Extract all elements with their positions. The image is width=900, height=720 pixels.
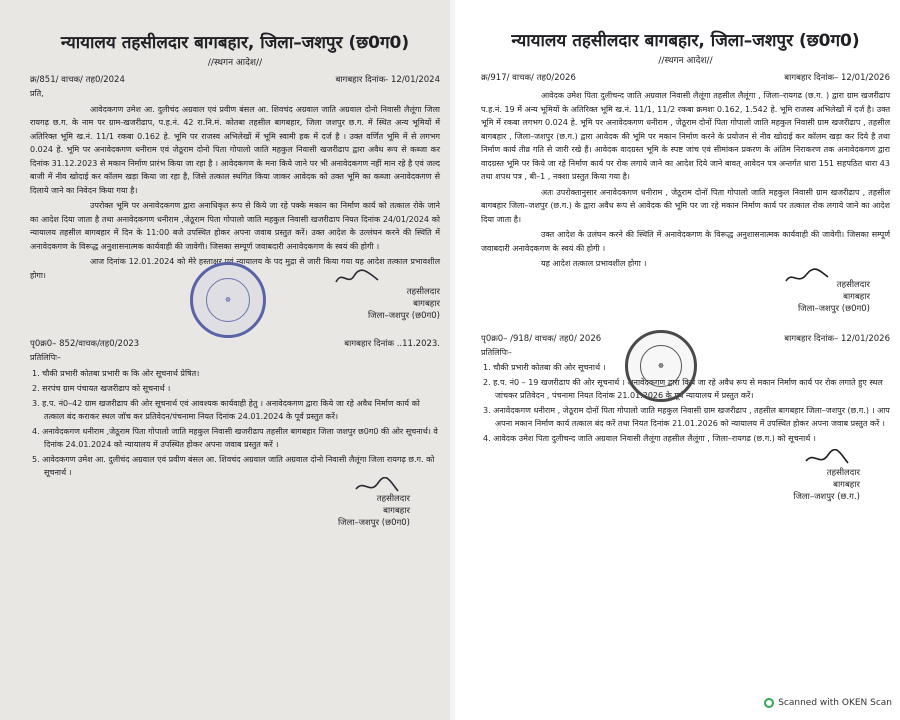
list-item: 1. चौकी प्रभारी कोतबा प्रभारी क कि ओर सूचनार्थ प्रेषित। (32, 368, 200, 378)
copy-date: बागबहार दिनांक– 12/01/2026 (784, 333, 890, 344)
signatory-designation: तहसीलदार (826, 468, 860, 478)
copy-heading: प्रतिलिपिः– (30, 353, 61, 362)
list-item: 5. आवेदकगण उमेश आ. दुलीचंद अग्रवाल एवं प्रवीण बंसल आ. शिवचंद अग्रवाल जाति अग्रवाल दोनो निवासी लैलूंगा जिला रायगढ़ छ.ग. को सूचनार्थ । (32, 454, 435, 477)
list-item: 3. अनावेदकगण धनीराम , जेठूराम दोनों पिता गोपालो जाति महकुल निवासी ग्राम खजरीढाप , तहसील बागबहार जिला–जशपुर (छ.ग.) । आप अपना मकान निर्माण कार्य तत्काल बंद करें तथा नियत दिनांक 21.01.2026 को न्यायालय में उपस्थित होकर अपना जवाब प्रस्तुत करें । (483, 406, 890, 428)
list-item: 2. ह.प. नं0 – 19 खजरीढाप की ओर सूचनार्थ । अनावेदकगण द्वारा किये जा रहे अवैध रूप से मकान निर्माण कार्य पर रोक लगाते हुए स्थल जांचकर प्रतिवेदन , पंचनामा नियत दिनांक 21.01.2026 के पूर्व न्यायालय में प्रस्तुत करें। (483, 378, 883, 400)
signature-icon (804, 449, 850, 469)
order-date: बागबहार दिनांक– 12/01/2026 (784, 73, 890, 83)
official-seal-stamp (190, 262, 266, 338)
paragraph-3: आज दिनांक 12.01.2024 को मेरे हस्ताक्षर एवं न्यायालय के पद मुद्रा से जारी किया गया यह आदेश तत्काल प्रभावशील होगा। (30, 257, 440, 280)
scanner-watermark (764, 698, 892, 708)
signatory-designation: तहसीलदार (406, 287, 440, 297)
signature-block-2 (481, 467, 890, 503)
paragraph-3: उक्त आदेश के उलंघन करने की स्थिति में अनावेदकगण के विरूद्ध अनुशासनात्मक कार्यवाही की जावेगी। जिसका सम्पूर्ण जवाबदारी अनावेदकगण के स्वयं की होगी । (481, 230, 890, 253)
signatory-district: जिला–जशपुर (छ0ग0) (797, 303, 870, 314)
list-item: 4. आवेदक उमेश पिता दुलीचन्द जाति अग्रवाल निवासी लैलूंगा तहसील लैलूंगा , जिला–रायगढ (छ.ग.) को सूचनार्थ । (483, 434, 816, 443)
emblem-icon: ☸ (206, 278, 250, 322)
signatory-office: बागबहार (833, 480, 860, 490)
paragraph-4: यह आदेश तत्काल प्रभावशील होगा । (541, 259, 647, 268)
signature-block-2 (30, 493, 440, 529)
order-date: बागबहार दिनांक- 12/01/2024 (335, 75, 440, 85)
list-item: 1. चौकी प्रभारी कोतबा की ओर सूचनार्थ । (483, 363, 606, 372)
signatory-district: जिला–जशपुर (छ0ग0) (367, 311, 440, 321)
list-item: 4. अनावेदकगण धनीराम ,जेठूराम पिता गोपालो जाति महकुल निवासी खजरीढाप तहसील बागबहार जिला जशपुर छ0ग0 की ओर सूचनार्थ। वे दिनांक 24.01.2024 को न्यायालय में उपस्थित होकर अपना जवाब प्रस्तुत करें । (32, 426, 438, 449)
signatory-office: बागबहार (843, 291, 870, 302)
paragraph-2: अतः उपरोक्तानुसार अनावेदकगण धनीराम , जेठूराम दोनों पिता गोपालो जाति महकुल निवासी ग्राम खजरीढाप , तहसील बागबहार जिला–जशपुर (छ.ग.) के द्वारा अवैध रूप से आवेदक की भूमि पर जा रहे मकान निर्माण कार्य पर तत्काल रोक लगाये जाने का आदेश दिया जाता है। (481, 187, 890, 224)
court-title: न्यायालय तहसीलदार बागबहार, जिला–जशपुर (छ0ग0) (511, 31, 860, 51)
copy-date: बागबहार दिनांक ..11.2023. (344, 339, 440, 349)
signature-block-1 (481, 279, 890, 329)
signature-icon (784, 267, 830, 287)
order-subtitle: //स्थगन आदेश// (207, 58, 263, 68)
reference-row (481, 72, 890, 83)
signature-icon (354, 477, 400, 497)
scanner-logo-icon (764, 698, 774, 708)
signatory-designation: तहसीलदार (376, 493, 410, 504)
emblem-icon: ☸ (640, 345, 682, 387)
copy-heading: प्रतिलिपिः– (481, 347, 512, 357)
addressee: प्रति, (30, 89, 44, 98)
reference-number: क्र/917/ वाचक/ तह0/2026 (481, 73, 576, 83)
list-item: 2. सरपंच ग्राम पंचायत खजरीढाप को सूचनार्थ । (32, 383, 171, 393)
official-seal-stamp (625, 330, 697, 402)
document-right (455, 0, 900, 720)
signatory-district: जिला–जशपुर (छ0ग0) (337, 517, 410, 528)
paragraph-1: आवेदकगण उमेश आ. दुलीचंद अग्रवाल एवं प्रवीण बंसल आ. शिवचंद अग्रवाल जाति अग्रवाल दोनो निवासी लैलूंगा जिला रायगढ़ छ.ग. के नाम पर ग्राम-खजरीढाप, प.ह.नं. 42 रा.नि.मं. कोतबा तहसील बागबहार, जिला जशपुर छ.ग. में स्थित अन्य भूमियों में अतिरिक्त भूमि ख.नं. 11/1 रकबा 0.162 हे. भूमि पर राजस्व अभिलेखों में भूमि स्वामी हक में दर्ज है । उक्त वर्णित भूमि में से लगभग 0.024 हे. भूमि पर अनावेदकगण धनीराम एवं जेठूराम दोनो पिता गोपालो जाति महकुल निवासी खजरीढाप द्वारा अवैध रूप से कब्जा कर दिनांक 31.12.2023 से मकान निर्माण प्रारंभ किया जा रहा है । आवेदकगण के मना किये जाने पर भी अनावेदकगण नहीं मान रहे है एवं जल्द बाजी में नीव खोदाई कर कॉलम खड़ा किया जा रहा है, जिसे तत्काल स्थगित किया जाकर आवेदक को उक्त भूमि का कब्जा अनावेदकगण से दिलाये जाने का निवेदन किया गया है। (30, 104, 440, 195)
copy-reference-number: पृ0क्र0– /918/ वाचक/ तह0/ 2026 (481, 333, 602, 344)
copy-list (30, 367, 440, 479)
signatory-designation: तहसीलदार (836, 279, 870, 290)
paragraph-2: उपरोक्त भूमि पर अनावेदकगण द्वारा अनाधिकृत रूप से किये जा रहे पक्के मकान का निर्माण कार्य को तत्काल रोके जाने का आदेश दिया जाता है तथा अनावेदकगण धनीराम ,जेठूराम पिता गोपालो जाति महकुल निवासी खजरीढाप नियत दिनांक 24/01/2024 को न्यायालय तहसील बागबहार में दिन के 11:00 बजे उपस्थित होकर अपना जवाब प्रस्तुत करें। उक्त आदेश के उल्लंघन करने की स्थिति में अनावेदकगण के विरूद्ध अनुशासनात्मक कार्यवाही की जावेगी। जिसका सम्पूर्ण जवाबदारी अनावेदकगण के स्वयं की होगी । (30, 201, 440, 251)
order-subtitle: //स्थगन आदेश// (658, 56, 713, 66)
list-item: 3. ह.प. नं0–42 ग्राम खजरीढाप की ओर सूचनार्थ एवं आवश्यक कार्यवाही हेतु । अनावेदकगण द्वारा किये जा रहे अवैध निर्माण कार्य को तत्काल बंद कराकर स्थल जॉच कर प्रतिवेदन/पंचनामा नियत दिनांक 24.01.2024 के पूर्व प्रस्तुत करें। (32, 398, 420, 421)
signature-icon (334, 268, 380, 288)
signature-block-1 (30, 286, 440, 332)
signatory-office: बागबहार (383, 505, 410, 516)
paragraph-1: आवेदक उमेश पिता दुलीचन्द जाति अग्रवाल निवासी लैलूंगा तहसील लैलूंगा , जिला–रायगढ (छ.ग. ) द्वारा ग्राम खजरीढाप प.ह.नं. 19 में अन्य भूमियों के अतिरिक्त भूमि ख.नं. 11/1, 11/2 रकबा क्रमशः 0.162, 1.542 हे. भूमि राजस्व अभिलेखों में दर्ज है। उक्त भूमि में रकबा लगभग 0.024 हे. भूमि पर अनावेदकगण धनीराम , जेठूराम दोनों पिता गोपालो जाति महकुल निवासी ग्राम खजरीढाप , तहसील बागबहार , जिला–जशपुर (छ.ग.) द्वारा आवेदक की भूमि पर मकान निर्माण करने के प्रयोजन से नीव खोदाई कर कॉलम खड़ा कर दिये है तथा निर्माण कार्य तीव्र गति से जारी रखे हैं। आवेदक वादग्रस्त भूमि के स्पष्ट जांच एवं सीमांकन प्रकरण के अंतिम निराकरण तक अनावेदकगण द्वारा वादग्रस्त भूमि पर किये जा रहे निर्माण कार्य पर रोक लगाये जाने का आदेश दिये जाने बावत् आवेदन पत्र अन्तर्गत धारा 151 सहपठित धारा 43 तथा शपथ पत्र , बी–1 , नक्शा प्रस्तुत किया गया है। (481, 91, 890, 181)
signatory-office: बागबहार (413, 299, 440, 309)
copy-reference-row (30, 338, 440, 349)
reference-number: क्र/851/ वाचक/ तह0/2024 (30, 75, 125, 85)
reference-row (30, 74, 440, 85)
court-title: न्यायालय तहसीलदार बागबहार, जिला–जशपुर (छ0ग0) (60, 33, 410, 53)
scanner-label: Scanned with OKEN Scan (778, 698, 892, 708)
copy-reference-number: पृ0क्र0– 852/वाचक/तह0/2023 (30, 339, 140, 349)
signatory-district: जिला–जशपुर (छ.ग.) (793, 492, 860, 502)
